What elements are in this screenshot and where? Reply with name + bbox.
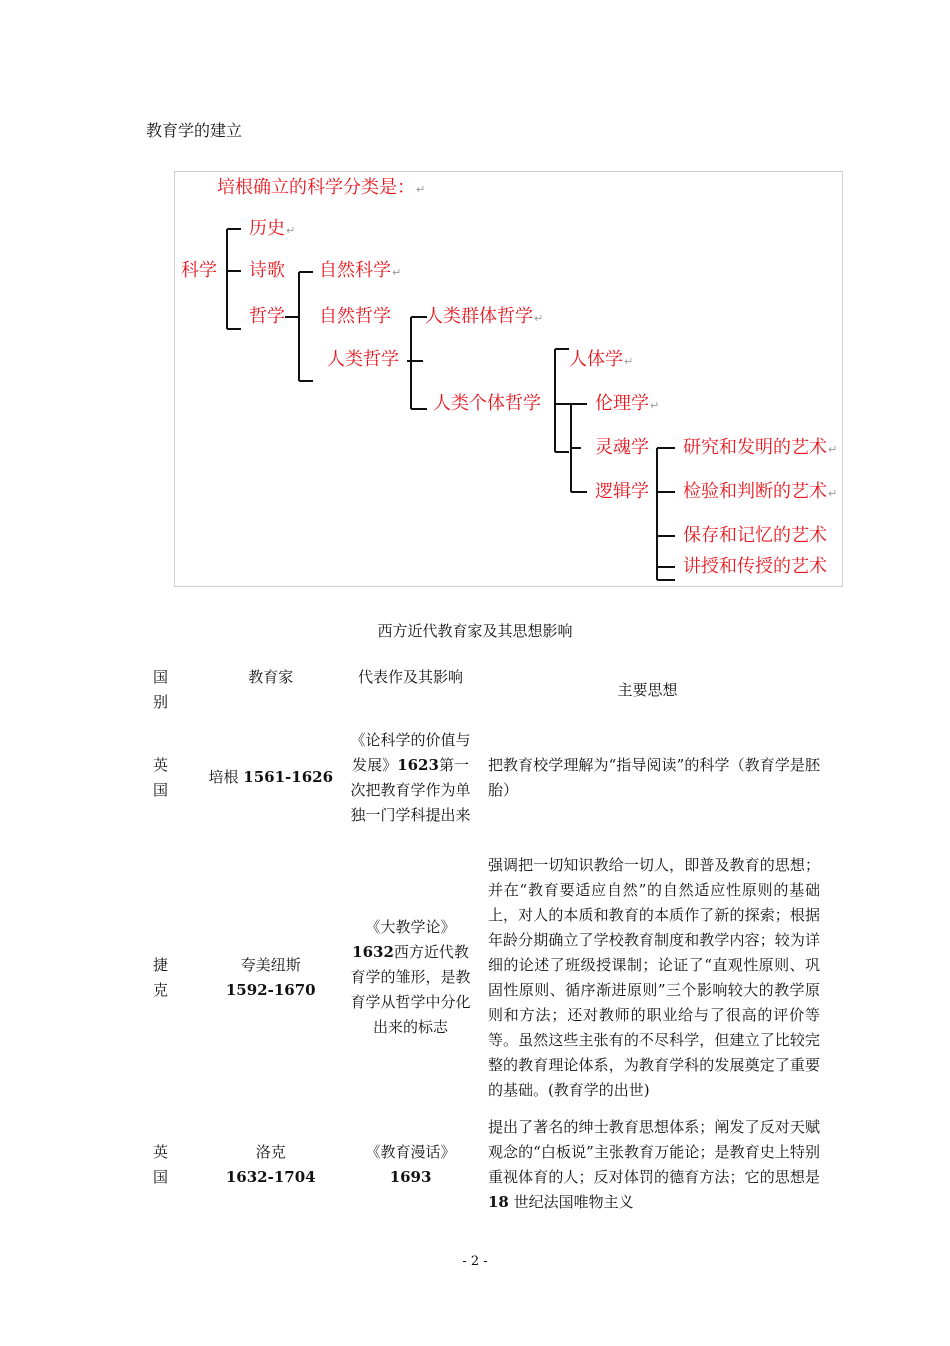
row-country: 英 国 — [153, 1143, 169, 1186]
node-poetry: 诗歌 — [249, 260, 285, 281]
row-educator: 洛克 1632-1704 — [225, 1143, 316, 1186]
node-logic: 逻辑学 — [595, 481, 649, 502]
page-number: - 2 - — [462, 1254, 488, 1269]
header-country: 国 别 — [153, 668, 169, 711]
node-human-individual-philosophy: 人类个体哲学 — [433, 393, 541, 414]
row-work: 《论科学的价值与发展》1623第一次把教育学作为单独一门学科提出来 — [350, 730, 471, 824]
educators-table — [140, 665, 820, 1215]
node-art-memory: 保存和记忆的艺术 — [683, 525, 827, 546]
row-idea: 提出了著名的绅士教育思想体系；阐发了反对天赋观念的“白板说”主张教育万能论；是教育史上特别重视体育的人；反对体罚的德育方法；它的思想是 18 世纪法国唯物主义 — [487, 1118, 820, 1211]
header-educator: 教育家 — [248, 668, 294, 686]
node-science: 科学 — [181, 260, 217, 281]
row-country: 捷 克 — [153, 955, 169, 999]
table-row — [140, 1115, 820, 1215]
row-idea: 把教育校学理解为“指导阅读”的科学（教育学是胚胎） — [487, 755, 820, 799]
node-ethics: 伦理学↵ — [595, 393, 660, 414]
node-human-philosophy: 人类哲学 — [327, 349, 399, 370]
node-anthropology: 人体学↵ — [569, 349, 634, 370]
row-work: 《大教学论》 1632西方近代教育学的雏形，是教育学从哲学中分化出来的标志 — [350, 918, 471, 1036]
row-educator: 培根 1561-1626 — [208, 768, 334, 786]
table-row — [140, 840, 820, 1115]
node-art-examination: 检验和判断的艺术↵ — [683, 481, 838, 502]
header-work: 代表作及其影响 — [358, 668, 464, 686]
node-human-group-philosophy: 人类群体哲学↵ — [425, 306, 544, 327]
node-natural-science: 自然科学↵ — [319, 260, 402, 281]
table-header-row — [140, 665, 820, 715]
science-classification-diagram — [174, 171, 843, 587]
node-history: 历史↵ — [249, 218, 296, 239]
header-idea: 主要思想 — [617, 680, 678, 699]
table-row — [140, 715, 820, 840]
row-country: 英 国 — [153, 755, 169, 799]
row-idea: 强调把一切知识教给一切人，即普及教育的思想；并在“教育要适应自然”的自然适应性原则的基础上，对人的本质和教育的本质作了新的探索；根据年龄分期确立了学校教育制度和教学内容；较为详细的论述了班级授课制；论证了“直观性原则、巩固性原则、循序渐进原则”三个影响较大的教学原则和方法；还对教师的职业给与了很高的评价等等。虽然这些主张有的不尽科学，但建立了比较完整的教育理论体系，为教育学科的发展奠定了重要的基础。(教育学的出世) — [487, 855, 820, 1099]
node-art-teaching: 讲授和传授的艺术 — [683, 556, 827, 577]
node-psychology: 灵魂学 — [595, 437, 649, 458]
section-title: 教育学的建立 — [146, 121, 243, 140]
node-natural-philosophy: 自然哲学 — [319, 306, 391, 327]
row-educator: 夸美纽斯 1592-1670 — [225, 955, 316, 999]
table-caption: 西方近代教育家及其思想影响 — [377, 622, 573, 640]
row-work: 《教育漫话》 1693 — [365, 1143, 456, 1186]
diagram-title: 培根确立的科学分类是：↵ — [217, 177, 426, 198]
node-art-research: 研究和发明的艺术↵ — [683, 437, 838, 458]
node-philosophy: 哲学 — [249, 306, 285, 327]
